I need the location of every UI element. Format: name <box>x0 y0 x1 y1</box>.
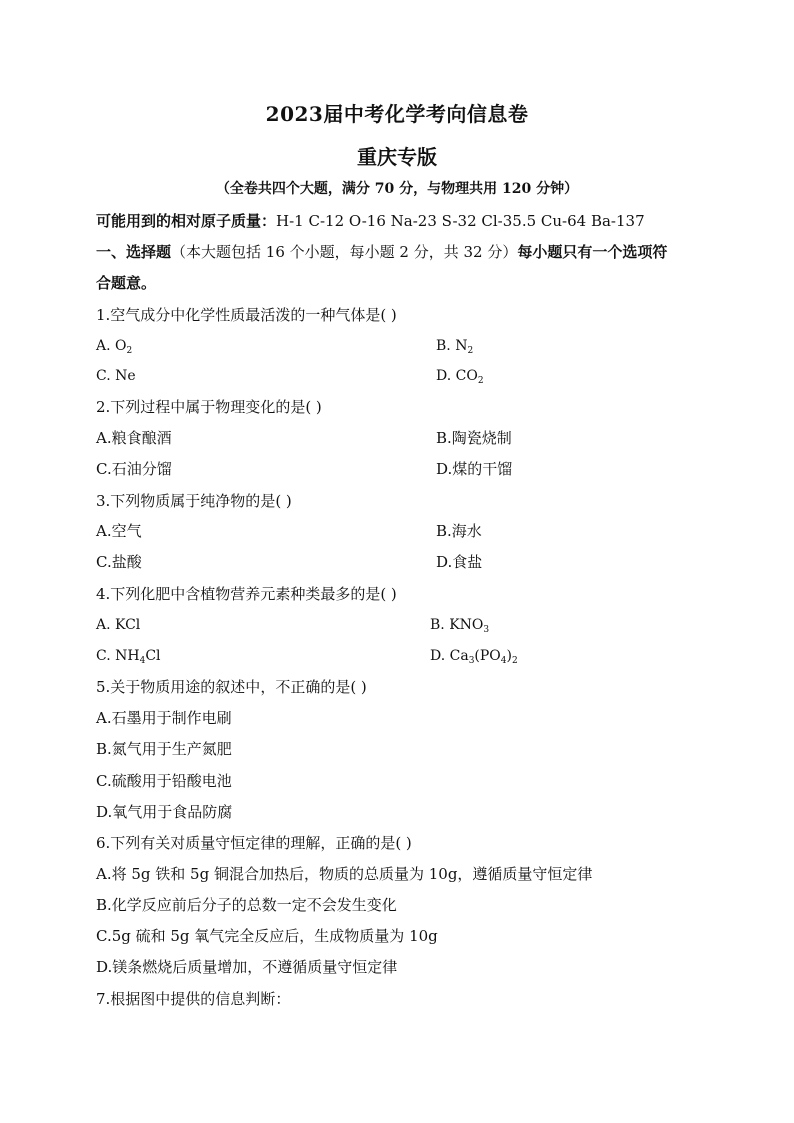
q4-stem: 4.下列化肥中含植物营养元素种类最多的是( ) <box>96 585 397 603</box>
q5-option-b: B.氮气用于生产氮肥 <box>96 740 232 758</box>
q4-option-b <box>430 615 489 635</box>
q1-option-d-text: D. CO <box>436 368 478 384</box>
q4-option-c-text: C. NH <box>96 648 140 664</box>
q3-option-a: A.空气 <box>96 522 142 540</box>
section1-heading-tail: 每小题只有一个选项符 <box>517 243 668 261</box>
q4-option-b-sub: 3 <box>483 625 490 635</box>
q5-stem: 5.关于物质用途的叙述中，不正确的是( ) <box>96 678 367 696</box>
q4-option-d-sub2: 4 <box>500 656 507 666</box>
q3-option-c: C.盐酸 <box>96 553 142 571</box>
q1-stem: 1.空气成分中化学性质最活泼的一种气体是( ) <box>96 306 397 324</box>
q2-stem: 2.下列过程中属于物理变化的是( ) <box>96 398 322 416</box>
q4-option-d-sub1: 3 <box>468 656 475 666</box>
section1-heading-line2: 合题意。 <box>96 274 157 292</box>
section1-heading-title: 一、选择题 <box>96 243 172 261</box>
q6-option-a: A.将 5g 铁和 5g 铜混合加热后，物质的总质量为 10g，遵循质量守恒定律 <box>96 865 593 883</box>
q1-option-c: C. Ne <box>96 368 136 384</box>
q2-option-b: B.陶瓷烧制 <box>436 429 512 447</box>
q4-option-c-suffix: Cl <box>145 648 161 664</box>
q1-option-b <box>436 336 473 356</box>
q2-option-d: D.煤的干馏 <box>436 460 513 478</box>
q2-option-c: C.石油分馏 <box>96 460 172 478</box>
q1-option-a <box>96 336 132 356</box>
q6-option-c: C.5g 硫和 5g 氧气完全反应后，生成物质量为 10g <box>96 927 438 945</box>
q1-option-b-sub: 2 <box>467 346 474 356</box>
q1-option-b-text: B. N <box>436 338 468 354</box>
q1-option-a-text: A. O <box>96 338 127 354</box>
q4-option-b-text: B. KNO <box>430 617 484 633</box>
atomic-masses-line <box>96 211 645 231</box>
q7-stem: 7.根据图中提供的信息判断： <box>96 990 291 1008</box>
q4-option-c <box>96 646 161 666</box>
section1-heading <box>96 242 667 262</box>
exam-note: （全卷共四个大题，满分 70 分，与物理共用 120 分钟） <box>215 181 579 197</box>
q3-stem: 3.下列物质属于纯净物的是( ) <box>96 492 292 510</box>
q3-option-b: B.海水 <box>436 522 482 540</box>
q6-option-b: B.化学反应前后分子的总数一定不会发生变化 <box>96 896 397 914</box>
q4-option-d-text: D. Ca <box>430 648 469 664</box>
q3-option-d: D.食盐 <box>436 553 483 571</box>
q1-option-d <box>436 366 484 386</box>
q6-stem: 6.下列有关对质量守恒定律的理解，正确的是( ) <box>96 834 412 852</box>
q4-option-c-sub: 4 <box>139 656 146 666</box>
q1-option-a-sub: 2 <box>126 346 133 356</box>
q5-option-c: C.硫酸用于铅酸电池 <box>96 772 232 790</box>
q1-option-d-sub: 2 <box>477 376 484 386</box>
q4-option-d-sub3: 2 <box>511 656 518 666</box>
q5-option-a: A.石墨用于制作电刷 <box>96 709 232 727</box>
q6-option-d: D.镁条燃烧后质量增加，不遵循质量守恒定律 <box>96 958 398 976</box>
atomic-masses-label: 可能用到的相对原子质量： <box>96 212 277 230</box>
q4-option-d-mid: (PO <box>474 648 501 664</box>
q4-option-d <box>430 646 518 666</box>
q2-option-a: A.粮食酿酒 <box>96 429 172 447</box>
exam-subtitle: 重庆专版 <box>357 145 437 169</box>
atomic-masses-values: H-1 C-12 O-16 Na-23 S-32 Cl-35.5 Cu-64 Ba-137 <box>276 212 645 230</box>
q4-option-d-close: ) <box>506 648 512 664</box>
exam-title: 2023届中考化学考向信息卷 <box>265 102 529 126</box>
q5-option-d: D.氧气用于食品防腐 <box>96 803 233 821</box>
q4-option-a: A. KCl <box>96 617 141 633</box>
section1-heading-paren: （本大题包括 16 个小题，每小题 2 分，共 32 分） <box>171 243 518 261</box>
